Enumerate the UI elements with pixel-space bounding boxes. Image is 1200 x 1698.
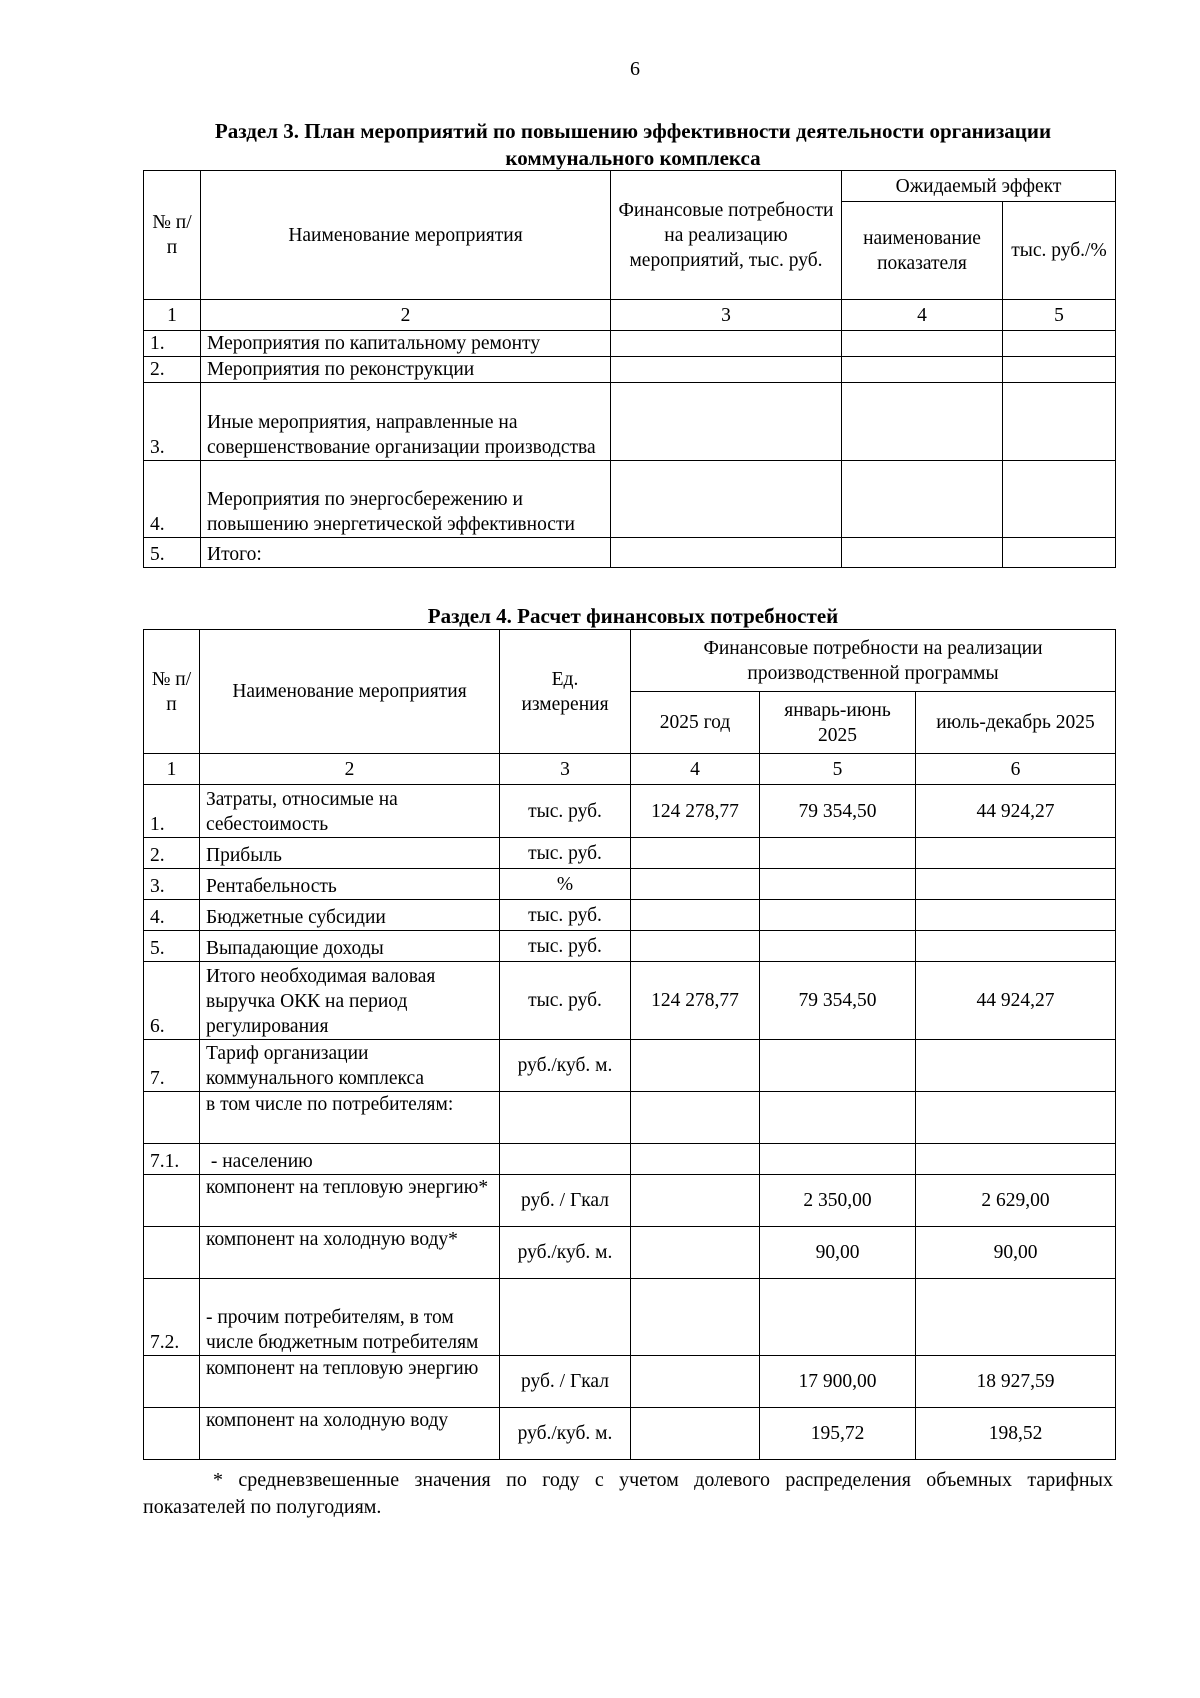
- row-name: Мероприятия по капитальному ремонту: [201, 331, 611, 357]
- row-name: компонент на тепловую энергию*: [200, 1175, 500, 1227]
- row-name: компонент на холодную воду: [200, 1408, 500, 1460]
- row-num: [144, 1175, 200, 1227]
- row-indicator: [842, 357, 1003, 383]
- row-year: [631, 1279, 760, 1356]
- row-unit: [500, 1092, 631, 1144]
- s4-header-finance: Финансовые потребности на реализации производственной программы: [631, 630, 1116, 692]
- row-h2: 18 927,59: [916, 1356, 1116, 1408]
- section3-table: [143, 170, 1116, 568]
- s3-header-indicator: наименование показателя: [842, 202, 1003, 300]
- table-row: [144, 1092, 1116, 1144]
- row-unit: [1003, 461, 1116, 538]
- row-num: 2.: [144, 838, 200, 869]
- row-unit: [1003, 538, 1116, 568]
- row-name: Мероприятия по энергосбережению и повышению энергетической эффективности: [201, 461, 611, 538]
- row-name: Затраты, относимые на себестоимость: [200, 785, 500, 838]
- row-h2: [916, 931, 1116, 962]
- row-year: [631, 1175, 760, 1227]
- s3-colnum: 5: [1003, 300, 1116, 331]
- s4-header-year: 2025 год: [631, 692, 760, 754]
- table-row: [144, 931, 1116, 962]
- s4-header-num: № п/п: [144, 630, 200, 754]
- row-h1: 195,72: [760, 1408, 916, 1460]
- table-row: [144, 1408, 1116, 1460]
- row-h2: [916, 900, 1116, 931]
- row-year: [631, 931, 760, 962]
- row-year: [631, 838, 760, 869]
- row-unit: тыс. руб.: [500, 900, 631, 931]
- row-name: Итого необходимая валовая выручка ОКК на период регулирования: [200, 962, 500, 1040]
- row-h1: 2 350,00: [760, 1175, 916, 1227]
- row-year: 124 278,77: [631, 785, 760, 838]
- row-year: [631, 1092, 760, 1144]
- s4-colnum: 4: [631, 754, 760, 785]
- row-h1: [760, 838, 916, 869]
- s4-colnum: 2: [200, 754, 500, 785]
- row-h1: 79 354,50: [760, 785, 916, 838]
- row-num: 3.: [144, 383, 201, 461]
- s3-header-num: № п/п: [144, 171, 201, 300]
- s3-colnum: 1: [144, 300, 201, 331]
- table-row: [144, 1356, 1116, 1408]
- row-num: 1.: [144, 331, 201, 357]
- row-unit: руб. / Гкал: [500, 1356, 631, 1408]
- row-num: 7.: [144, 1040, 200, 1092]
- s3-column-numbers-row: [144, 300, 1116, 331]
- table-row: [144, 869, 1116, 900]
- section4-title: Раздел 4. Расчет финансовых потребностей: [427, 604, 839, 628]
- row-name: Тариф организации коммунального комплекса: [200, 1040, 500, 1092]
- row-h2: [916, 1144, 1116, 1175]
- s4-header-h2: июль-декабрь 2025: [916, 692, 1116, 754]
- row-year: [631, 900, 760, 931]
- row-indicator: [842, 538, 1003, 568]
- row-unit: [500, 1279, 631, 1356]
- footnote-text: * средневзвешенные значения по году с учетом долевого распределения объемных тарифных показателей по полугодиям.: [143, 1469, 1113, 1518]
- row-h1: 17 900,00: [760, 1356, 916, 1408]
- row-indicator: [842, 331, 1003, 357]
- row-h2: 2 629,00: [916, 1175, 1116, 1227]
- row-indicator: [842, 461, 1003, 538]
- row-h2: 44 924,27: [916, 785, 1116, 838]
- row-num: 2.: [144, 357, 201, 383]
- row-finance: [611, 538, 842, 568]
- row-unit: руб./куб. м.: [500, 1408, 631, 1460]
- row-unit: тыс. руб.: [500, 785, 631, 838]
- table-row: [144, 383, 1116, 461]
- table-row: [144, 1144, 1116, 1175]
- row-h2: 90,00: [916, 1227, 1116, 1279]
- row-num: [144, 1356, 200, 1408]
- row-h1: [760, 1040, 916, 1092]
- row-name: Мероприятия по реконструкции: [201, 357, 611, 383]
- row-num: 5.: [144, 538, 201, 568]
- row-h2: [916, 1279, 1116, 1356]
- row-year: [631, 869, 760, 900]
- row-num: [144, 1227, 200, 1279]
- row-year: [631, 1227, 760, 1279]
- table-row: [144, 838, 1116, 869]
- s3-colnum: 2: [201, 300, 611, 331]
- section3-title-line2: коммунального комплекса: [505, 146, 761, 170]
- row-finance: [611, 461, 842, 538]
- row-num: 1.: [144, 785, 200, 838]
- row-h1: 79 354,50: [760, 962, 916, 1040]
- s3-header-unit: тыс. руб./%: [1003, 202, 1116, 300]
- table-row: [144, 1175, 1116, 1227]
- row-num: [144, 1408, 200, 1460]
- row-h2: [916, 838, 1116, 869]
- row-h1: [760, 1279, 916, 1356]
- table-row: [144, 1279, 1116, 1356]
- s4-header-name: Наименование мероприятия: [200, 630, 500, 754]
- s4-colnum: 1: [144, 754, 200, 785]
- row-year: [631, 1356, 760, 1408]
- table-row: [144, 962, 1116, 1040]
- row-num: [144, 1092, 200, 1144]
- row-h1: [760, 1144, 916, 1175]
- table-row: [144, 538, 1116, 568]
- row-unit: %: [500, 869, 631, 900]
- row-name: - населению: [200, 1144, 500, 1175]
- s3-colnum: 3: [611, 300, 842, 331]
- row-h1: [760, 931, 916, 962]
- row-year: 124 278,77: [631, 962, 760, 1040]
- row-unit: [500, 1144, 631, 1175]
- s4-column-numbers-row: [144, 754, 1116, 785]
- row-h2: 198,52: [916, 1408, 1116, 1460]
- row-unit: тыс. руб.: [500, 931, 631, 962]
- row-h2: 44 924,27: [916, 962, 1116, 1040]
- row-h1: [760, 900, 916, 931]
- row-unit: руб./куб. м.: [500, 1040, 631, 1092]
- row-unit: [1003, 357, 1116, 383]
- row-num: 6.: [144, 962, 200, 1040]
- row-year: [631, 1144, 760, 1175]
- row-unit: руб. / Гкал: [500, 1175, 631, 1227]
- row-name: Иные мероприятия, направленные на совершенствование организации производства: [201, 383, 611, 461]
- row-unit: тыс. руб.: [500, 962, 631, 1040]
- row-h2: [916, 1040, 1116, 1092]
- section3-title-line1: Раздел 3. План мероприятий по повышению эффективности деятельности организации: [214, 119, 1052, 143]
- row-name: Рентабельность: [200, 869, 500, 900]
- s3-colnum: 4: [842, 300, 1003, 331]
- row-finance: [611, 383, 842, 461]
- row-name: компонент на тепловую энергию: [200, 1356, 500, 1408]
- row-indicator: [842, 383, 1003, 461]
- row-name: компонент на холодную воду*: [200, 1227, 500, 1279]
- row-year: [631, 1040, 760, 1092]
- s4-header-h1: январь-июнь 2025: [760, 692, 916, 754]
- section4-table: [143, 629, 1116, 1460]
- row-h2: [916, 869, 1116, 900]
- table-row: [144, 785, 1116, 838]
- row-unit: [1003, 331, 1116, 357]
- row-name: - прочим потребителям, в том числе бюджетным потребителям: [200, 1279, 500, 1356]
- row-num: 7.1.: [144, 1144, 200, 1175]
- page-number: 6: [630, 58, 640, 80]
- row-name: в том числе по потребителям:: [200, 1092, 500, 1144]
- table-row: [144, 357, 1116, 383]
- table-row: [144, 900, 1116, 931]
- table-row: [144, 1227, 1116, 1279]
- table-row: [144, 1040, 1116, 1092]
- row-num: 3.: [144, 869, 200, 900]
- s3-header-name: Наименование мероприятия: [201, 171, 611, 300]
- s3-header-effect: Ожидаемый эффект: [842, 171, 1116, 202]
- s4-colnum: 5: [760, 754, 916, 785]
- s4-header-unit: Ед. измерения: [500, 630, 631, 754]
- row-finance: [611, 357, 842, 383]
- row-name: Итого:: [201, 538, 611, 568]
- row-num: 4.: [144, 461, 201, 538]
- row-unit: тыс. руб.: [500, 838, 631, 869]
- row-h1: [760, 1092, 916, 1144]
- footnote: [143, 1467, 1113, 1521]
- row-unit: [1003, 383, 1116, 461]
- row-name: Бюджетные субсидии: [200, 900, 500, 931]
- row-h2: [916, 1092, 1116, 1144]
- row-name: Выпадающие доходы: [200, 931, 500, 962]
- s4-colnum: 6: [916, 754, 1116, 785]
- row-name: Прибыль: [200, 838, 500, 869]
- row-num: 4.: [144, 900, 200, 931]
- row-finance: [611, 331, 842, 357]
- s3-header-finance: Финансовые потребности на реализацию мероприятий, тыс. руб.: [611, 171, 842, 300]
- row-h1: 90,00: [760, 1227, 916, 1279]
- s4-colnum: 3: [500, 754, 631, 785]
- row-h1: [760, 869, 916, 900]
- table-row: [144, 331, 1116, 357]
- row-num: 7.2.: [144, 1279, 200, 1356]
- row-num: 5.: [144, 931, 200, 962]
- row-year: [631, 1408, 760, 1460]
- row-unit: руб./куб. м.: [500, 1227, 631, 1279]
- table-row: [144, 461, 1116, 538]
